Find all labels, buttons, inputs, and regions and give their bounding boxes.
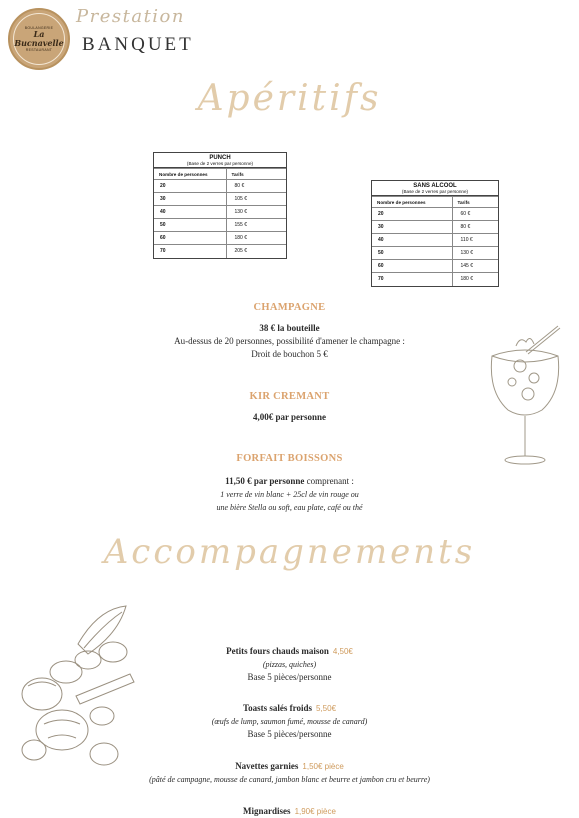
price-cell: 145 € bbox=[452, 260, 498, 273]
col-persons: Nombre de personnes bbox=[154, 169, 226, 180]
champagne-price: 38 € la bouteille bbox=[259, 323, 320, 333]
punch-table-subtitle: (Base de 2 verres par personne) bbox=[186, 161, 254, 166]
forfait-suffix: comprenant : bbox=[304, 476, 354, 486]
punch-table bbox=[153, 152, 287, 259]
item-name: Toasts salés froids bbox=[242, 703, 312, 713]
baguette-icon bbox=[76, 674, 134, 704]
table-header-row bbox=[372, 197, 498, 208]
sans-alcool-table-subtitle: (Base de 2 verres par personne) bbox=[401, 189, 469, 194]
price-cell: 130 € bbox=[226, 206, 286, 219]
cocktail-glass-illustration bbox=[486, 322, 564, 470]
prestation-script: Prestation bbox=[76, 6, 185, 27]
logo-inner-ring bbox=[13, 13, 65, 65]
table-row bbox=[372, 247, 498, 260]
item-description: (pâté de campagne, mousse de canard, jambon blanc et beurre et jambon cru et beurre) bbox=[149, 775, 430, 784]
price-cell: 110 € bbox=[452, 234, 498, 247]
bread-illustration bbox=[18, 604, 138, 780]
table-row bbox=[154, 206, 286, 219]
item-price: 4,50€ bbox=[332, 647, 353, 656]
persons-cell: 70 bbox=[372, 273, 452, 286]
persons-cell: 50 bbox=[372, 247, 452, 260]
table-row bbox=[154, 219, 286, 232]
table-row bbox=[372, 234, 498, 247]
aperitifs-title: Apéritifs bbox=[197, 78, 382, 119]
item-description: (œufs de lump, saumon fumé, mousse de canard) bbox=[211, 717, 368, 726]
price-cell: 205 € bbox=[226, 245, 286, 258]
sans-alcool-table bbox=[371, 180, 499, 287]
table-row bbox=[372, 273, 498, 286]
persons-cell: 40 bbox=[154, 206, 226, 219]
item-price: 1,50€ pièce bbox=[302, 762, 344, 771]
persons-cell: 20 bbox=[154, 180, 226, 193]
restaurant-logo bbox=[8, 8, 70, 70]
logo-name: La Bucnavelle bbox=[14, 29, 64, 48]
item-note: Base 5 pièces/personne bbox=[247, 729, 332, 739]
table-row bbox=[154, 245, 286, 258]
table-row bbox=[372, 208, 498, 221]
table-row bbox=[372, 260, 498, 273]
punch-table-title: PUNCH bbox=[209, 155, 231, 161]
kir-price: 4,00€ par personne bbox=[252, 412, 327, 422]
champagne-line-1: Au-dessus de 20 personnes, possibilité d'amener le champagne : bbox=[174, 336, 405, 346]
punch-price-grid bbox=[154, 168, 286, 258]
forfait-title: FORFAIT BOISSONS bbox=[236, 453, 343, 464]
persons-cell: 20 bbox=[372, 208, 452, 221]
persons-cell: 30 bbox=[154, 193, 226, 206]
glass-bowl-icon bbox=[491, 350, 558, 415]
forfait-price-line bbox=[0, 473, 579, 488]
price-cell: 80 € bbox=[226, 180, 286, 193]
forfait-price: 11,50 € par personne bbox=[225, 476, 305, 486]
table-row bbox=[372, 221, 498, 234]
price-cell: 180 € bbox=[226, 232, 286, 245]
price-cell: 60 € bbox=[452, 208, 498, 221]
kir-title: KIR CREMANT bbox=[249, 391, 330, 402]
champagne-line-2: Droit de bouchon 5 € bbox=[251, 349, 328, 359]
item-price: 1,90€ pièce bbox=[294, 807, 336, 816]
table-row bbox=[154, 180, 286, 193]
price-cell: 105 € bbox=[226, 193, 286, 206]
item-name: Petits fours chauds maison bbox=[226, 646, 329, 656]
price-cell: 155 € bbox=[226, 219, 286, 232]
item-description: (pizzas, quiches) bbox=[262, 660, 317, 669]
logo-ring-bottom: RESTAURANT bbox=[25, 48, 53, 52]
sans-alcool-table-header bbox=[372, 181, 498, 196]
forfait-line-2: une bière Stella ou soft, eau plate, café ou thé bbox=[216, 503, 363, 512]
bread-roll-icon bbox=[99, 642, 127, 662]
item-price: 5,50€ bbox=[316, 704, 337, 713]
punch-table-header bbox=[154, 153, 286, 168]
loaf-icon bbox=[22, 678, 62, 710]
table-row bbox=[154, 193, 286, 206]
item-note: Base 5 pièces/personne bbox=[247, 672, 332, 682]
logo-ring-top: BOULANGERIE bbox=[24, 26, 54, 30]
item-name: Mignardises bbox=[243, 806, 291, 816]
item-name: Navettes garnies bbox=[235, 761, 299, 771]
forfait-line-1: 1 verre de vin blanc + 25cl de vin rouge ou bbox=[220, 490, 359, 499]
banquet-title: BANQUET bbox=[82, 34, 194, 55]
persons-cell: 70 bbox=[154, 245, 226, 258]
persons-cell: 50 bbox=[154, 219, 226, 232]
price-cell: 130 € bbox=[452, 247, 498, 260]
persons-cell: 60 bbox=[372, 260, 452, 273]
persons-cell: 60 bbox=[154, 232, 226, 245]
price-cell: 80 € bbox=[452, 221, 498, 234]
persons-cell: 30 bbox=[372, 221, 452, 234]
table-header-row bbox=[154, 169, 286, 180]
accompagnements-title: Accompagnements bbox=[103, 532, 476, 572]
price-cell: 180 € bbox=[452, 273, 498, 286]
persons-cell: 40 bbox=[372, 234, 452, 247]
glass-base-icon bbox=[505, 456, 545, 464]
champagne-title: CHAMPAGNE bbox=[253, 302, 326, 313]
col-persons: Nombre de personnes bbox=[372, 197, 452, 208]
col-tarifs: Tarifs bbox=[452, 197, 498, 208]
table-row bbox=[154, 232, 286, 245]
col-tarifs: Tarifs bbox=[226, 169, 286, 180]
mignardises-item bbox=[0, 803, 579, 818]
sans-alcool-price-grid bbox=[372, 196, 498, 286]
croissant-icon bbox=[90, 743, 118, 765]
sans-alcool-table-title: SANS ALCOOL bbox=[413, 183, 457, 189]
